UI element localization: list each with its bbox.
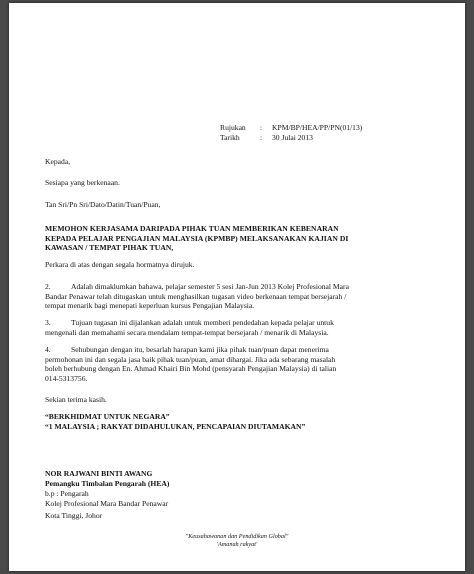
closing-thanks: Sekian terima kasih. (45, 395, 107, 404)
letter-page (9, 3, 465, 571)
signatory-title: Pemangku Timbalan Pengarah (HEA) (45, 479, 170, 488)
subject-line-3: KAWASAN / TEMPAT PIHAK TUAN, (45, 243, 174, 253)
paragraph-1: Perkara di atas dengan segala hormatnya dirujuk. (45, 260, 195, 269)
to-whom-line: Sesiapa yang berkenaan. (45, 178, 120, 187)
paragraph-4-line-4: 014-5313756. (45, 373, 88, 383)
motto-2: “1 MALAYSIA ; RAKYAT DIDAHULUKAN, PENCAPAIAN DIUTAMAKAN” (45, 422, 306, 431)
subject-line-2: KEPADA PELAJAR PENGAJIAN MALAYSIA (KPMBP) MELAKSANAKAN KAJIAN DI (45, 233, 349, 243)
subject-line-1: MEMOHON KERJASAMA DARIPADA PIHAK TUAN MEMBERIKAN KEBENARAN (45, 224, 339, 233)
tarikh-value: 30 Julai 2013 (272, 133, 313, 142)
paragraph-3-line-1: Tujuan tugasan ini dijalankan adalah untuk memberi pendedahan kepada pelajar untuk (71, 318, 334, 327)
tarikh-label: Tarikh (220, 133, 240, 142)
salutation-line: Tan Sri/Pn Sri/Dato/Datin/Tuan/Puan, (45, 200, 161, 209)
paragraph-2-line-3: tempat menarik bagi menepati keperluan kursus Pengajian Malaysia. (45, 301, 255, 311)
rujukan-separator: : (260, 123, 263, 132)
paragraph-4-number: 4. (45, 345, 51, 354)
paragraph-4-line-1: Sehubungan dengan itu, besarlah harapan kami jika pihak tuan/puan dapat menerima (71, 345, 329, 354)
paragraph-3 (45, 318, 451, 337)
paragraph-2-line-1: Adalah dimaklumkan bahawa, pelajar semester 5 sesi Jan-Jun 2013 Kolej Profesional Mara (71, 282, 349, 291)
signatory-location: Kota Tinggi, Johor (45, 511, 103, 520)
subject-heading (45, 224, 449, 253)
paragraph-4-line-3: boleh berhubung dengan En. Ahmad Khairi Bin Mohd (pensyarah Pengajian Malaysia) di talian (45, 364, 337, 374)
footer-slogan-1: "Keusahawanan dan Pendidikan Global" (185, 533, 289, 540)
motto-1: “BERKHIDMAT UNTUK NEGARA” (45, 412, 170, 421)
paragraph-2-line-2: Bandar Penawar telah ditugaskan untuk menghasilkan tugasan video berkenaan tempat bersejarah / (45, 291, 347, 301)
rujukan-label: Rujukan (220, 123, 246, 132)
paragraph-2-number: 2. (45, 282, 51, 291)
footer-slogan-2: 'Amanah rakyat' (216, 541, 258, 548)
signatory-name: NOR RAJWANI BINTI AWANG (45, 469, 153, 478)
paragraph-3-number: 3. (45, 318, 51, 327)
paragraph-4-line-2: permohonan ini dan segala jasa baik pihak tuan/puan, amat dihargai. Jika ada sebarang masalah (45, 354, 336, 364)
paragraph-3-line-2: mengenali dan memahami secara mendalam tempat-tempat bersejarah / menarik di Malaysia. (45, 327, 329, 337)
rujukan-value: KPM/BP/HEA/PP/PN(01/13) (272, 123, 363, 132)
paragraph-2 (45, 282, 451, 311)
kepada-line: Kepada, (45, 157, 71, 166)
signatory-organisation: Kolej Profesional Mara Bandar Penawar (45, 499, 169, 508)
signatory-pp: b.p : Pengarah (45, 489, 89, 498)
paragraph-4 (45, 345, 451, 383)
tarikh-separator: : (260, 133, 263, 142)
